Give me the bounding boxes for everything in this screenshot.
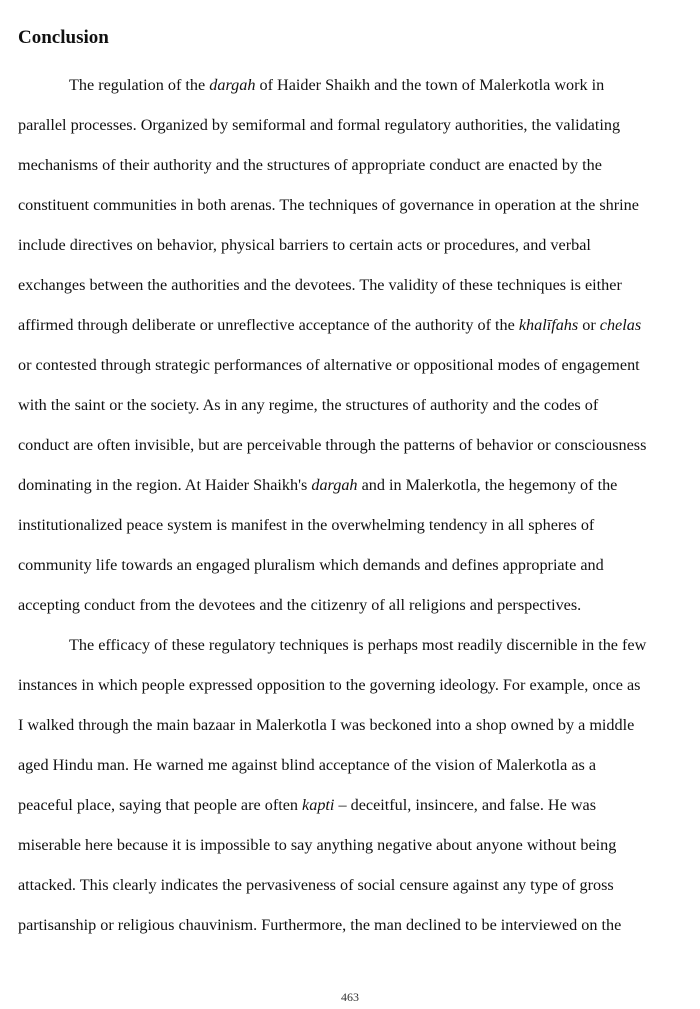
italic-term: chelas [599,316,642,334]
text-line: or contested through strategic performances of alternative or oppositional modes of engagement [18,356,640,374]
text-line: The regulation of the dargah of Haider Shaikh and the town of Malerkotla work in [69,76,605,94]
text-line: accepting conduct from the devotees and the citizenry of all religions and perspectives. [18,596,582,614]
italic-term: kapti [302,796,335,814]
text-line: peaceful place, saying that people are often kapti – deceitful, insincere, and false. He was [18,796,597,814]
text-line: institutionalized peace system is manifest in the overwhelming tendency in all spheres of [18,516,595,534]
text-line: aged Hindu man. He warned me against blind acceptance of the vision of Malerkotla as a [18,756,597,774]
italic-term: dargah [311,476,358,494]
italic-term: dargah [209,76,256,94]
text-line: include directives on behavior, physical barriers to certain acts or procedures, and verbal [18,236,591,254]
italic-term: khalīfahs [518,316,579,334]
text-line: dominating in the region. At Haider Shaikh's dargah and in Malerkotla, the hegemony of the [18,476,618,494]
text-line: conduct are often invisible, but are perceivable through the patterns of behavior or consciousness [18,436,647,454]
text-line: community life towards an engaged pluralism which demands and defines appropriate and [18,556,604,574]
text-line: mechanisms of their authority and the structures of appropriate conduct are enacted by the [18,156,602,174]
text-line: affirmed through deliberate or unreflective acceptance of the authority of the khalīfahs or chelas [18,316,642,334]
text-line: exchanges between the authorities and the devotees. The validity of these techniques is either [18,276,622,294]
text-line: instances in which people expressed opposition to the governing ideology. For example, once as [18,676,641,694]
text-line: partisanship or religious chauvinism. Furthermore, the man declined to be interviewed on the [18,916,622,934]
text-line: with the saint or the society. As in any regime, the structures of authority and the codes of [18,396,599,414]
text-line: miserable here because it is impossible to say anything negative about anyone without being [18,836,617,854]
text-line: I walked through the main bazaar in Malerkotla I was beckoned into a shop owned by a middle [18,716,635,734]
text-line: The efficacy of these regulatory techniques is perhaps most readily discernible in the few [69,636,647,654]
page-number: 463 [341,990,359,1004]
text-line: parallel processes. Organized by semiformal and formal regulatory authorities, the validating [18,116,621,134]
text-line: constituent communities in both arenas. The techniques of governance in operation at the shrine [18,196,639,214]
text-line: attacked. This clearly indicates the pervasiveness of social censure against any type of gross [18,876,614,894]
section-heading: Conclusion [18,27,109,48]
